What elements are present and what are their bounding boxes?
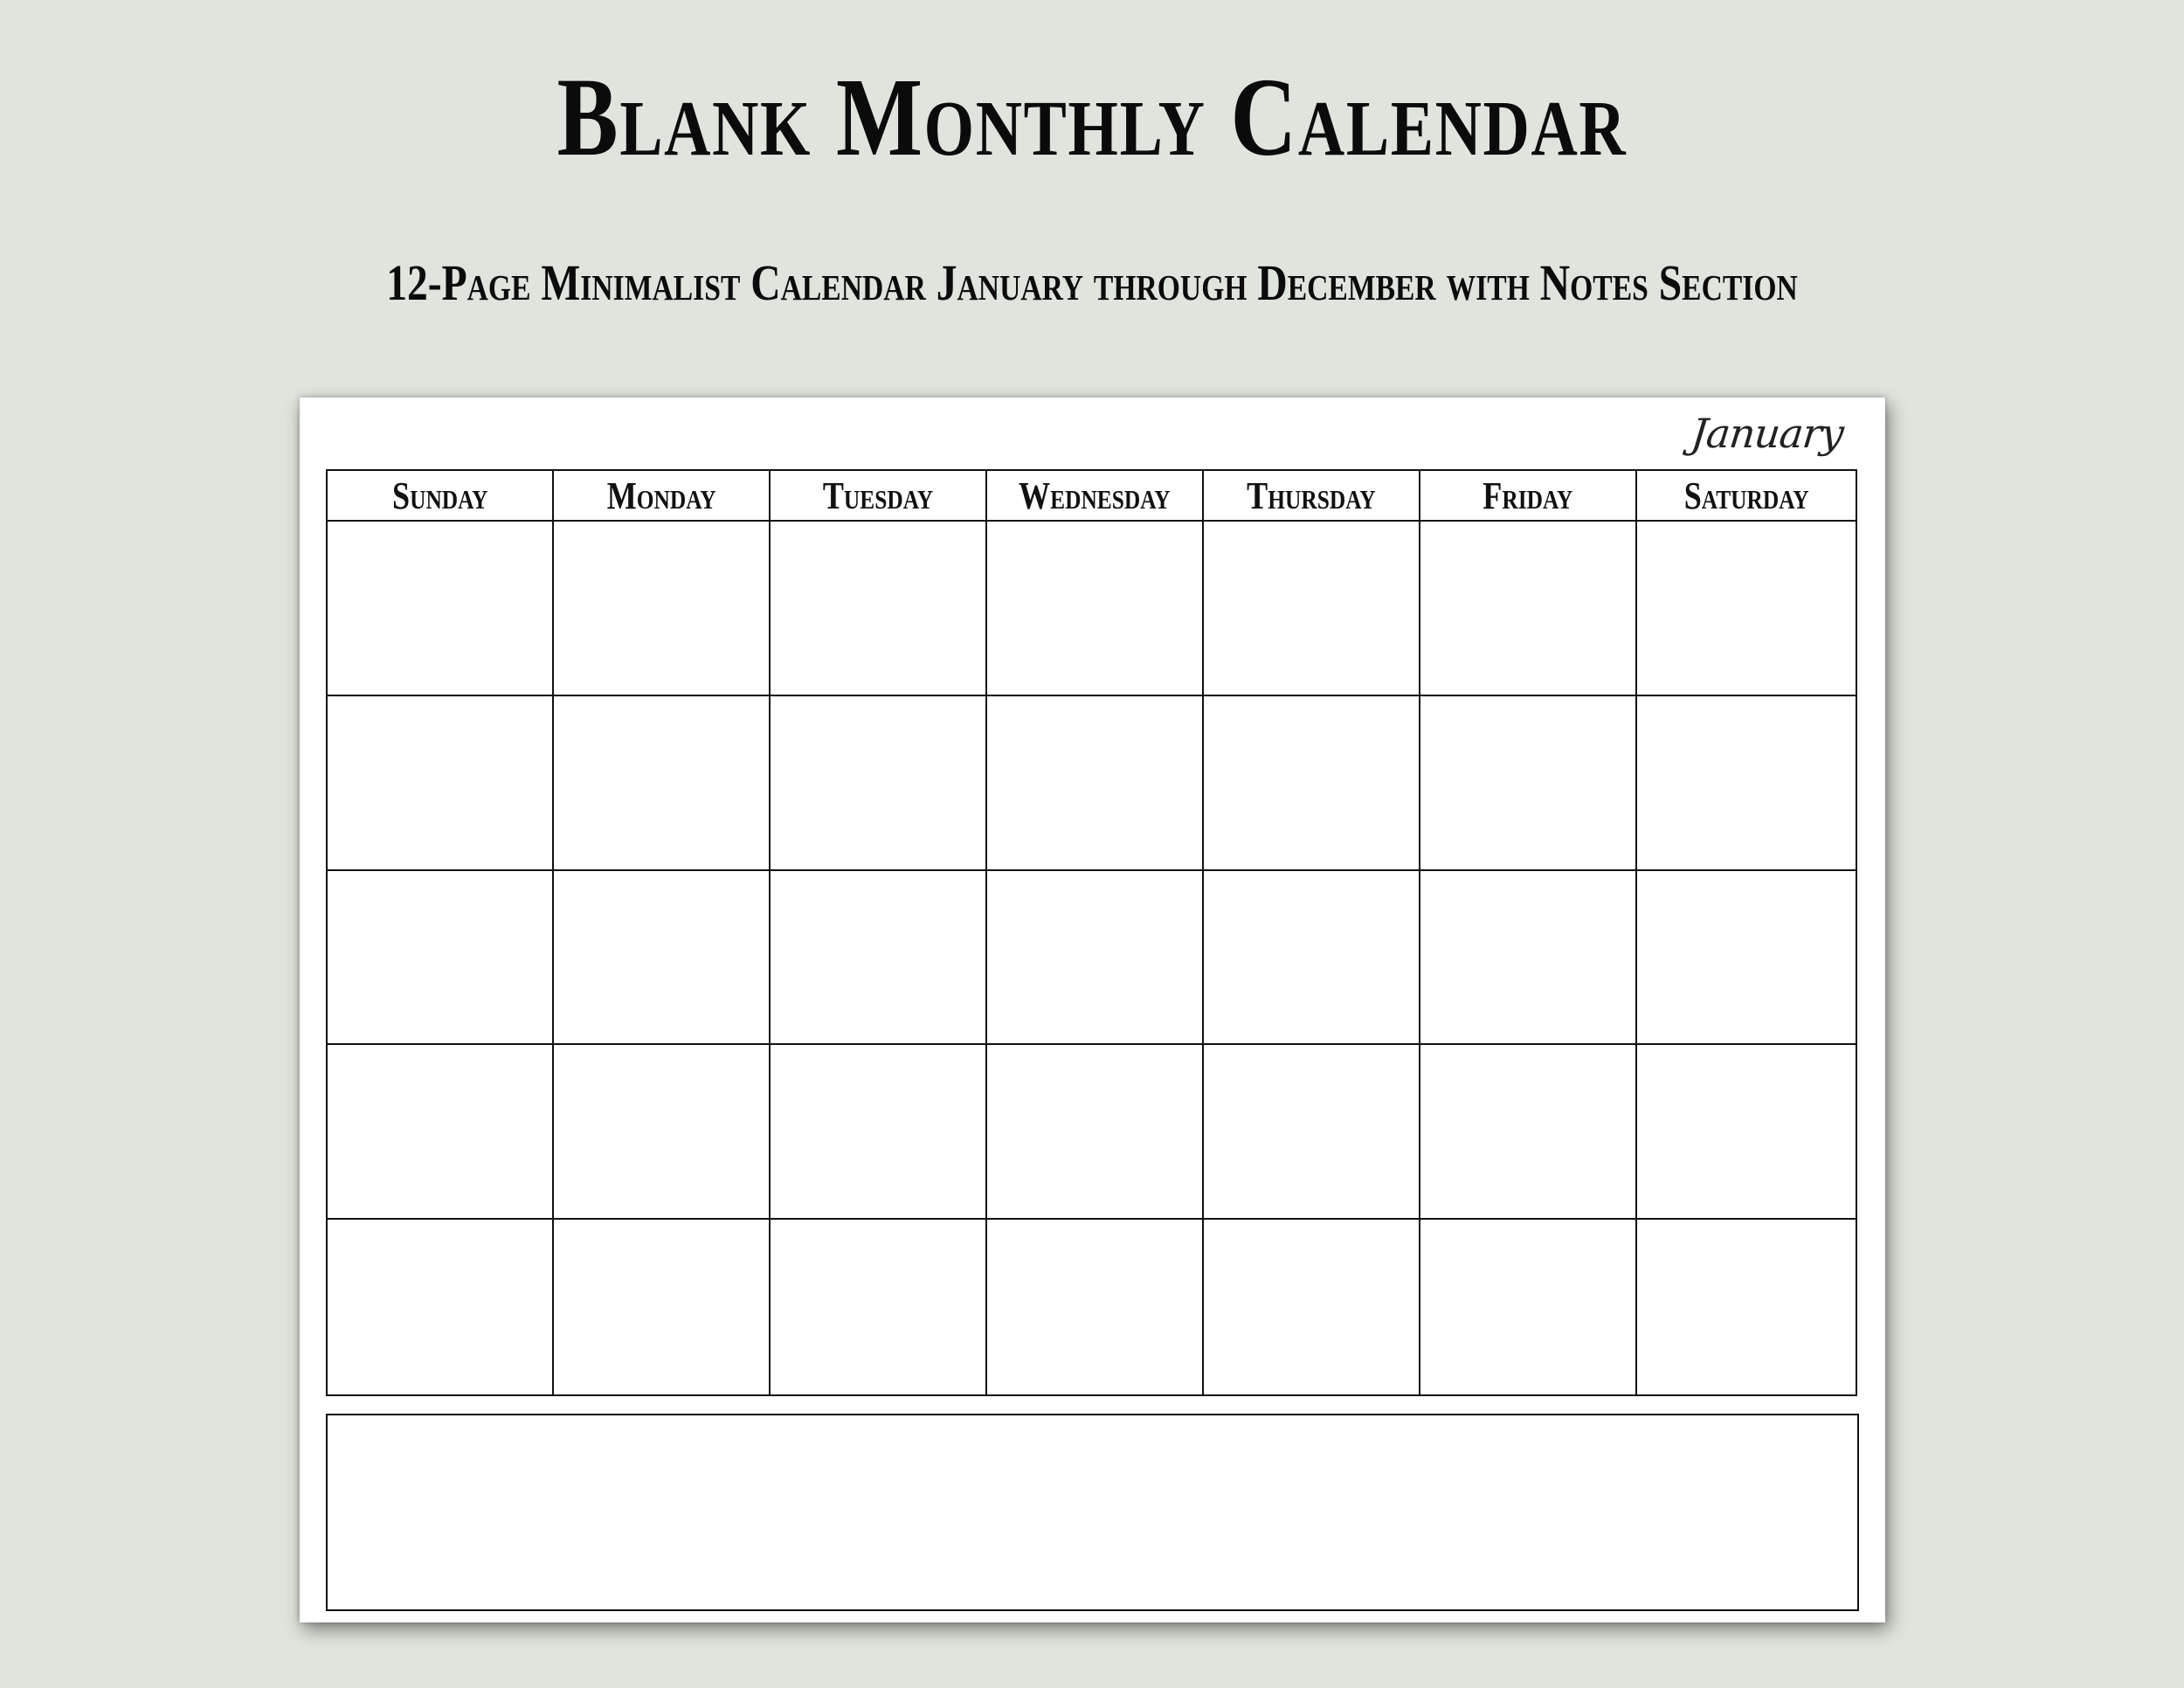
month-label: January [1689,410,1846,457]
day-cell[interactable] [328,1045,554,1220]
day-cell[interactable] [771,1045,987,1220]
notes-section[interactable] [326,1414,1859,1611]
weekday-header-monday: Monday [554,471,771,522]
day-cell[interactable] [771,522,987,696]
calendar-grid [326,469,1857,1396]
day-cell[interactable] [1637,522,1856,696]
day-cell[interactable] [987,696,1204,871]
day-cell[interactable] [554,1045,771,1220]
day-cell[interactable] [328,696,554,871]
day-cell[interactable] [328,522,554,696]
day-cell[interactable] [1420,1220,1637,1394]
day-cell[interactable] [554,696,771,871]
day-cell[interactable] [987,871,1204,1046]
day-cell[interactable] [771,871,987,1046]
day-cell[interactable] [1637,1045,1856,1220]
day-cell[interactable] [1204,871,1420,1046]
day-cell[interactable] [1204,696,1420,871]
day-cell[interactable] [1637,1220,1856,1394]
day-cell[interactable] [554,1220,771,1394]
day-cell[interactable] [328,871,554,1046]
day-cell[interactable] [1420,871,1637,1046]
day-cell[interactable] [1637,871,1856,1046]
weekday-header-tuesday: Tuesday [771,471,987,522]
day-cell[interactable] [554,522,771,696]
day-cell[interactable] [987,522,1204,696]
day-cell[interactable] [1420,522,1637,696]
day-cell[interactable] [1204,1220,1420,1394]
day-cell[interactable] [328,1220,554,1394]
day-cell[interactable] [771,696,987,871]
day-cell[interactable] [771,1220,987,1394]
day-cell[interactable] [987,1220,1204,1394]
day-cell[interactable] [1420,696,1637,871]
page-subtitle: 12-Page Minimalist Calendar January through December with Notes Section [386,254,1798,311]
weekday-header-sunday: Sunday [328,471,554,522]
day-cell[interactable] [1204,522,1420,696]
day-cell[interactable] [1637,696,1856,871]
weekday-header-wednesday: Wednesday [987,471,1204,522]
page-title: Blank Monthly Calendar [556,55,1628,179]
weekday-header-saturday: Saturday [1637,471,1856,522]
calendar-page [300,398,1885,1622]
day-cell[interactable] [1204,1045,1420,1220]
day-cell[interactable] [987,1045,1204,1220]
day-cell[interactable] [554,871,771,1046]
day-cell[interactable] [1420,1045,1637,1220]
weekday-header-thursday: Thursday [1204,471,1420,522]
weekday-header-friday: Friday [1420,471,1637,522]
